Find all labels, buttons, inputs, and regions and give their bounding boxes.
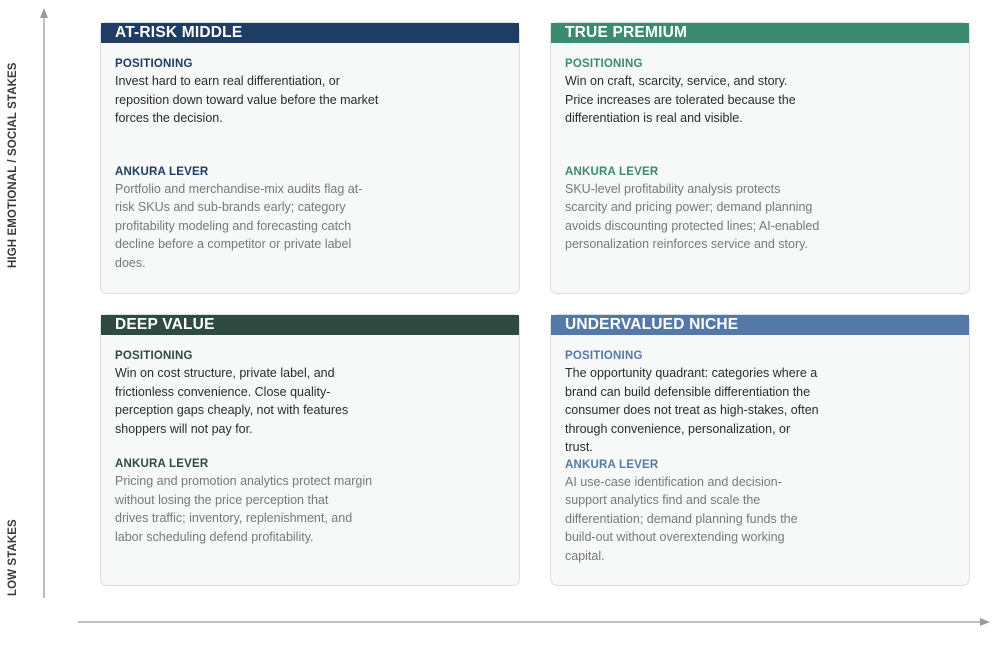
text-line: does. [115, 255, 146, 270]
text-line: Win on cost structure, private label, and [115, 366, 335, 380]
positioning-heading: POSITIONING [115, 350, 193, 362]
lever-text [565, 180, 955, 254]
text-line: without losing the price perception that [115, 492, 329, 507]
text-line: forces the decision. [115, 111, 223, 125]
quadrant-true-premium [550, 22, 970, 294]
lever-text [565, 473, 955, 566]
lever-text [115, 472, 505, 546]
quadrant-title: UNDERVALUED NICHE [551, 315, 969, 335]
text-line: labor scheduling defend profitability. [115, 529, 314, 544]
text-line: reposition down toward value before the market [115, 92, 379, 107]
y-axis-high-label: HIGH EMOTIONAL / SOCIAL STAKES [7, 62, 19, 268]
positioning-text [565, 364, 955, 457]
text-line: drives traffic; inventory, replenishment, and [115, 511, 353, 525]
x-axis-arrowhead [980, 618, 990, 626]
text-line: Portfolio and merchandise-mix audits flag at- [115, 181, 363, 196]
text-line: AI use-case identification and decision- [565, 474, 782, 489]
text-line: Price increases are tolerated because the [565, 92, 796, 107]
text-line: Invest hard to earn real differentiation, or [115, 74, 340, 88]
text-line: perception gaps cheaply, not with features [115, 403, 349, 417]
quadrant-undervalued-niche [550, 314, 970, 586]
y-axis-arrowhead [40, 8, 48, 18]
text-line: personalization reinforces service and story. [565, 237, 808, 251]
text-line: differentiation; demand planning funds the [565, 511, 798, 526]
text-line: Win on craft, scarcity, service, and story. [565, 74, 788, 88]
quadrant-title: DEEP VALUE [101, 315, 519, 335]
text-line: through convenience, personalization, or [565, 421, 791, 436]
text-line: capital. [565, 548, 605, 563]
text-line: Pricing and promotion analytics protect margin [115, 474, 373, 488]
text-line: trust. [565, 440, 593, 454]
y-axis-low-label: LOW STAKES [7, 519, 19, 596]
text-line: profitability modeling and forecasting catch [115, 218, 352, 233]
text-line: The opportunity quadrant: categories where a [565, 366, 818, 380]
text-line: differentiation is real and visible. [565, 111, 743, 125]
text-line: risk SKUs and sub-brands early; category [115, 200, 346, 214]
lever-heading: ANKURA LEVER [565, 165, 659, 178]
quadrant-title: TRUE PREMIUM [551, 23, 969, 43]
positioning-text [115, 72, 505, 128]
text-line: SKU-level profitability analysis protects [565, 181, 781, 196]
lever-heading: ANKURA LEVER [115, 458, 209, 470]
quadrant-title: AT-RISK MIDDLE [101, 23, 519, 43]
lever-heading: ANKURA LEVER [565, 458, 659, 471]
quadrant-at-risk-middle [100, 22, 520, 294]
positioning-text [565, 72, 955, 128]
lever-heading: ANKURA LEVER [115, 165, 209, 178]
text-line: shoppers will not pay for. [115, 421, 253, 436]
lever-text [115, 180, 505, 273]
text-line: brand can build defensible differentiation the [565, 384, 811, 399]
quadrant-deep-value [100, 314, 520, 586]
text-line: scarcity and pricing power; demand planning [565, 200, 813, 214]
text-line: avoids discounting protected lines; AI-enabled [565, 218, 820, 233]
positioning-text [115, 364, 505, 438]
text-line: frictionless convenience. Close quality- [115, 384, 331, 399]
positioning-heading: POSITIONING [565, 350, 643, 362]
positioning-heading: POSITIONING [115, 58, 193, 70]
positioning-heading: POSITIONING [565, 58, 643, 70]
text-line: build-out without overextending working [565, 530, 785, 544]
text-line: consumer does not treat as high-stakes, often [565, 403, 819, 417]
text-line: decline before a competitor or private label [115, 237, 352, 251]
text-line: support analytics find and scale the [565, 493, 761, 507]
